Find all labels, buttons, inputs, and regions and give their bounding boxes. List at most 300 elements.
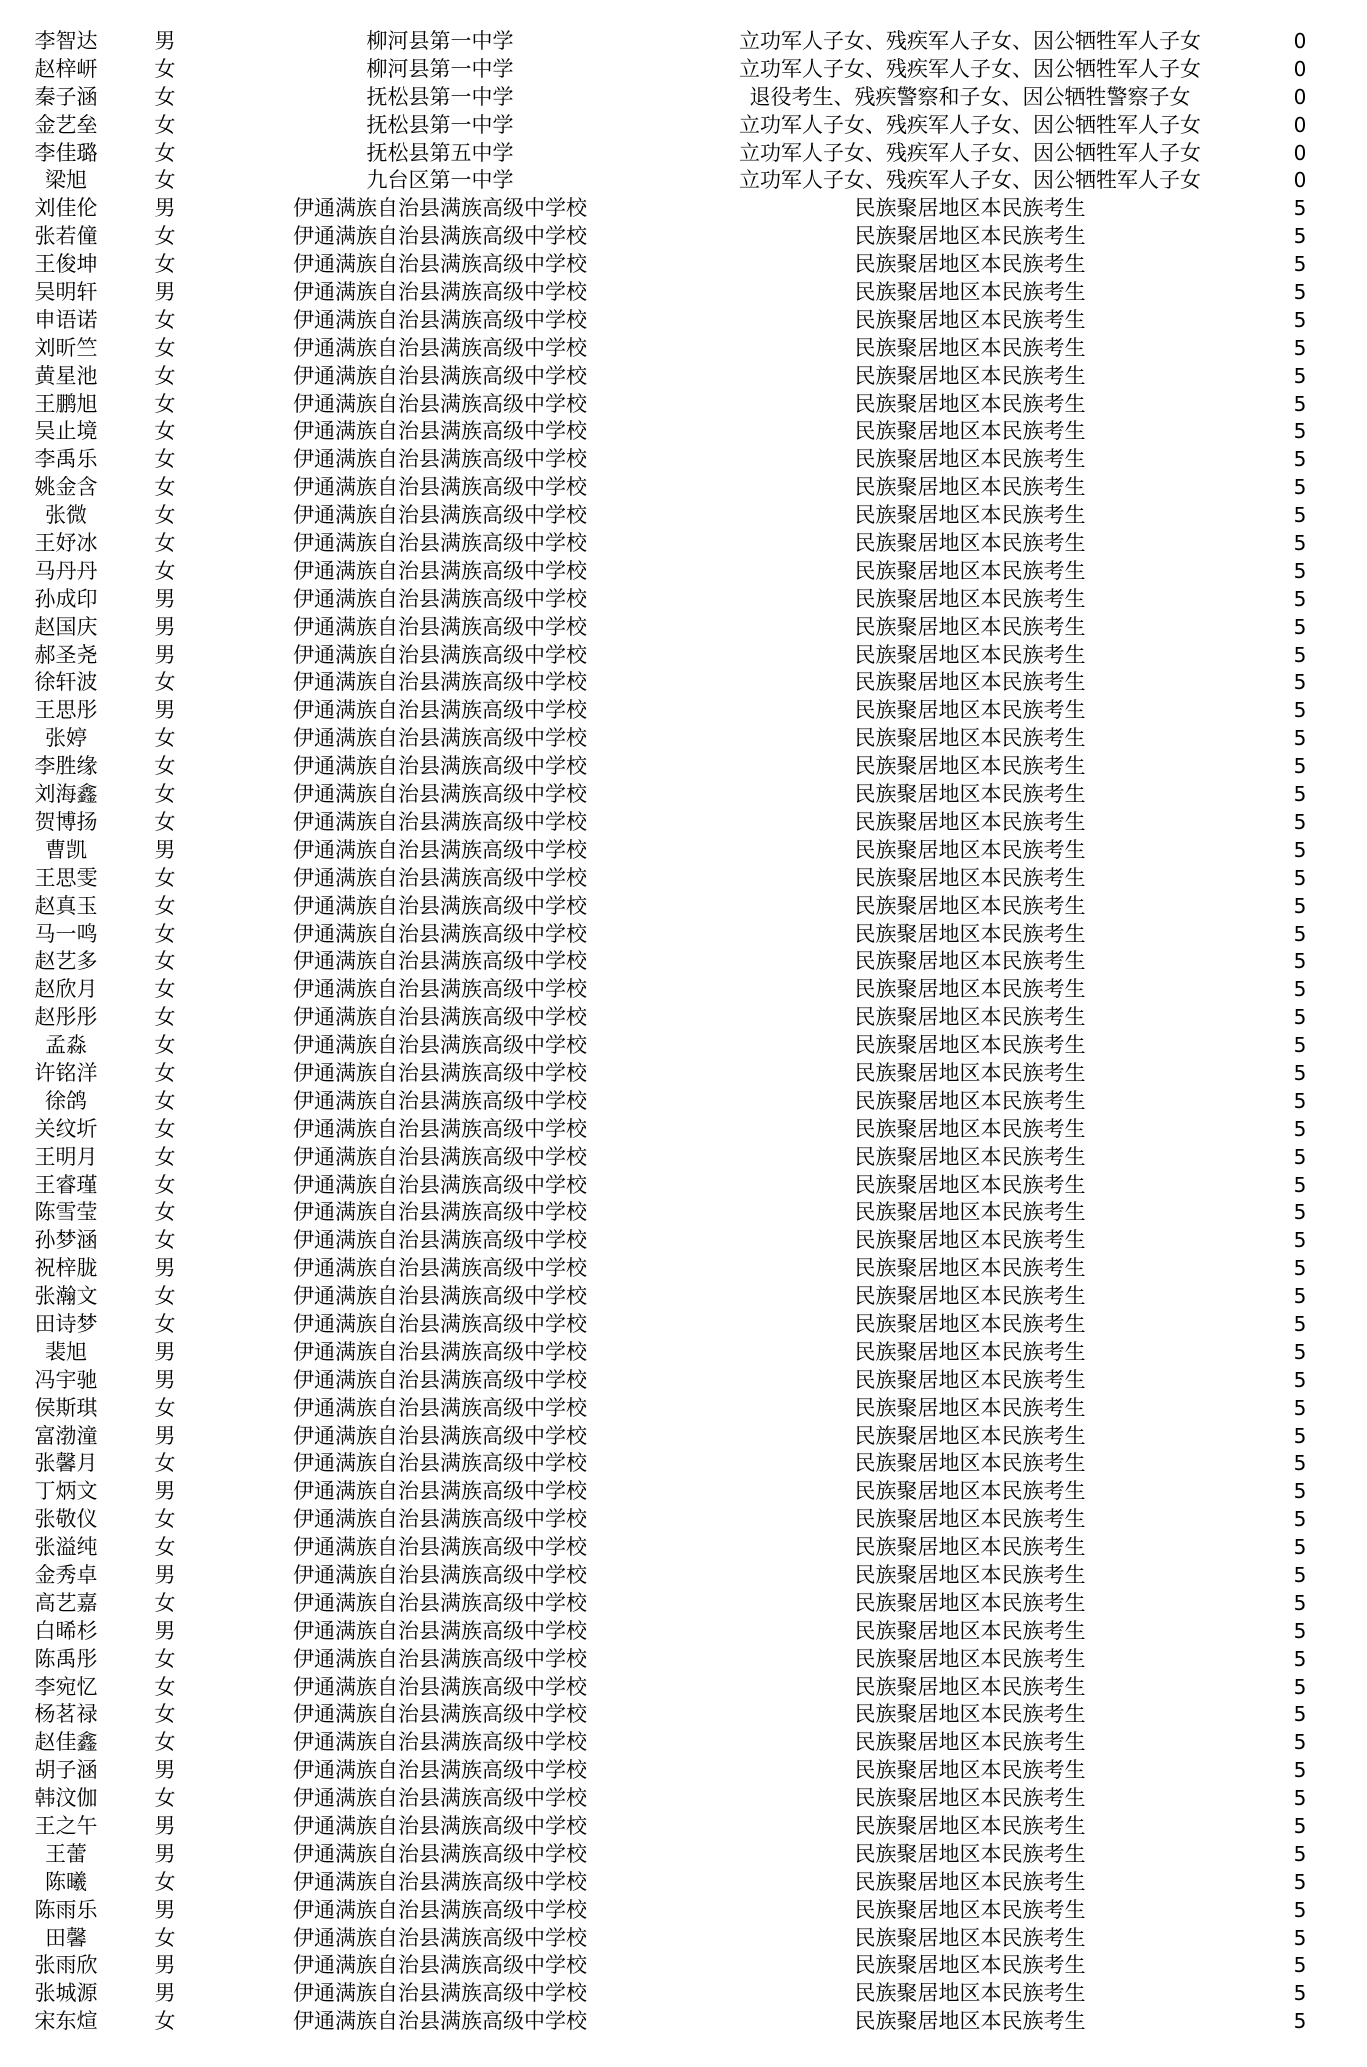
- table-row: [0, 1032, 1367, 1060]
- table-row: [0, 112, 1367, 140]
- table-row: [0, 837, 1367, 865]
- bonus-category: 民族聚居地区本民族考生: [854, 586, 1086, 611]
- school-name: 伊通满族自治县满族高级中学校: [293, 642, 587, 667]
- bonus-score: 5: [1293, 1284, 1307, 1309]
- student-gender: 女: [154, 1730, 176, 1755]
- student-name: 张雨欣: [34, 1953, 98, 1978]
- student-name: 赵欣月: [34, 977, 98, 1002]
- table-row: [0, 1646, 1367, 1674]
- student-name: 赵艺多: [34, 949, 98, 974]
- bonus-category: 民族聚居地区本民族考生: [854, 307, 1086, 332]
- school-name: 伊通满族自治县满族高级中学校: [293, 391, 587, 416]
- student-name: 秦子涵: [34, 84, 98, 109]
- bonus-score: 5: [1293, 809, 1307, 834]
- school-name: 伊通满族自治县满族高级中学校: [293, 419, 587, 444]
- student-gender: 女: [154, 1646, 176, 1671]
- bonus-score: 5: [1293, 1144, 1307, 1169]
- bonus-category: 民族聚居地区本民族考生: [854, 1925, 1086, 1950]
- school-name: 伊通满族自治县满族高级中学校: [293, 1507, 587, 1532]
- table-row: [0, 865, 1367, 893]
- student-name: 马丹丹: [34, 558, 98, 583]
- bonus-score: 5: [1293, 363, 1307, 388]
- bonus-score: 5: [1293, 419, 1307, 444]
- bonus-category: 民族聚居地区本民族考生: [854, 754, 1086, 779]
- table-row: [0, 28, 1367, 56]
- student-gender: 男: [154, 1562, 176, 1587]
- bonus-category: 民族聚居地区本民族考生: [854, 1953, 1086, 1978]
- table-row: [0, 474, 1367, 502]
- bonus-category: 民族聚居地区本民族考生: [854, 1005, 1086, 1030]
- student-gender: 女: [154, 1172, 176, 1197]
- bonus-score: 5: [1293, 1451, 1307, 1476]
- table-row: [0, 781, 1367, 809]
- table-row: [0, 446, 1367, 474]
- bonus-category: 民族聚居地区本民族考生: [854, 363, 1086, 388]
- student-gender: 女: [154, 558, 176, 583]
- student-gender: 男: [154, 1367, 176, 1392]
- table-row: [0, 669, 1367, 697]
- student-name: 孙成印: [34, 586, 98, 611]
- bonus-category: 民族聚居地区本民族考生: [854, 252, 1086, 277]
- student-name: 马一鸣: [34, 921, 98, 946]
- bonus-category: 民族聚居地区本民族考生: [854, 670, 1086, 695]
- table-row: [0, 1339, 1367, 1367]
- table-row: [0, 1562, 1367, 1590]
- student-gender: 女: [154, 1311, 176, 1336]
- bonus-score: 5: [1293, 1423, 1307, 1448]
- student-gender: 男: [154, 1897, 176, 1922]
- student-gender: 男: [154, 837, 176, 862]
- student-gender: 女: [154, 531, 176, 556]
- bonus-score: 5: [1293, 1841, 1307, 1866]
- student-name: 宋东煊: [34, 2009, 98, 2034]
- student-gender: 男: [154, 1479, 176, 1504]
- bonus-category: 民族聚居地区本民族考生: [854, 698, 1086, 723]
- student-name: 富渤潼: [34, 1423, 98, 1448]
- school-name: 柳河县第一中学: [366, 29, 514, 53]
- student-name: 王蕾: [45, 1841, 87, 1866]
- student-gender: 男: [154, 1814, 176, 1838]
- student-gender: 女: [154, 809, 176, 834]
- student-name: 李智达: [34, 29, 98, 53]
- school-name: 伊通满族自治县满族高级中学校: [293, 1674, 587, 1699]
- school-name: 九台区第一中学: [366, 168, 514, 193]
- bonus-score: 5: [1293, 1339, 1307, 1364]
- student-gender: 男: [154, 1953, 176, 1978]
- table-row: [0, 363, 1367, 391]
- table-row: [0, 2008, 1367, 2036]
- table-row: [0, 1813, 1367, 1841]
- bonus-category: 民族聚居地区本民族考生: [854, 809, 1086, 834]
- student-gender: 女: [154, 2009, 176, 2034]
- student-name: 刘海鑫: [34, 782, 98, 807]
- school-name: 伊通满族自治县满族高级中学校: [293, 1228, 587, 1253]
- student-gender: 女: [154, 1451, 176, 1476]
- student-name: 张城源: [34, 1981, 98, 2006]
- school-name: 伊通满族自治县满族高级中学校: [293, 1730, 587, 1755]
- bonus-score: 5: [1293, 224, 1307, 249]
- student-gender: 男: [154, 586, 176, 611]
- student-gender: 男: [154, 642, 176, 667]
- student-gender: 男: [154, 1981, 176, 2006]
- bonus-category: 民族聚居地区本民族考生: [854, 977, 1086, 1002]
- bonus-category: 民族聚居地区本民族考生: [854, 1618, 1086, 1643]
- table-row: [0, 418, 1367, 446]
- table-row: [0, 279, 1367, 307]
- student-name: 郝圣尧: [34, 642, 98, 667]
- student-name: 高艺嘉: [34, 1590, 98, 1615]
- table-row: [0, 1255, 1367, 1283]
- bonus-category: 民族聚居地区本民族考生: [854, 614, 1086, 639]
- bonus-category: 民族聚居地区本民族考生: [854, 2009, 1086, 2034]
- table-row: [0, 140, 1367, 168]
- bonus-category: 立功军人子女、残疾军人子女、因公牺牲军人子女: [739, 29, 1201, 53]
- school-name: 伊通满族自治县满族高级中学校: [293, 586, 587, 611]
- bonus-score: 5: [1293, 1953, 1307, 1978]
- table-row: [0, 1618, 1367, 1646]
- student-name: 刘佳伦: [34, 196, 98, 221]
- student-gender: 女: [154, 1005, 176, 1030]
- bonus-score: 0: [1293, 84, 1307, 109]
- bonus-category: 民族聚居地区本民族考生: [854, 1060, 1086, 1085]
- bonus-score: 5: [1293, 252, 1307, 277]
- bonus-category: 民族聚居地区本民族考生: [854, 1981, 1086, 2006]
- student-name: 许铭洋: [34, 1060, 98, 1085]
- student-name: 陈禹彤: [34, 1646, 98, 1671]
- school-name: 伊通满族自治县满族高级中学校: [293, 614, 587, 639]
- bonus-score: 5: [1293, 865, 1307, 890]
- school-name: 伊通满族自治县满族高级中学校: [293, 1814, 587, 1838]
- table-row: [0, 614, 1367, 642]
- bonus-category: 民族聚居地区本民族考生: [854, 1311, 1086, 1336]
- table-row: [0, 1980, 1367, 2008]
- student-gender: 女: [154, 140, 176, 165]
- bonus-score: 5: [1293, 1200, 1307, 1225]
- bonus-category: 立功军人子女、残疾军人子女、因公牺牲军人子女: [739, 168, 1201, 193]
- student-gender: 男: [154, 1256, 176, 1281]
- bonus-category: 民族聚居地区本民族考生: [854, 1702, 1086, 1727]
- bonus-score: 5: [1293, 1590, 1307, 1615]
- school-name: 伊通满族自治县满族高级中学校: [293, 1060, 587, 1085]
- bonus-score: 0: [1293, 56, 1307, 81]
- student-gender: 男: [154, 1423, 176, 1448]
- student-gender: 男: [154, 1339, 176, 1364]
- school-name: 抚松县第五中学: [366, 140, 514, 165]
- student-gender: 女: [154, 84, 176, 109]
- bonus-category: 民族聚居地区本民族考生: [854, 837, 1086, 862]
- student-gender: 女: [154, 1228, 176, 1253]
- table-row: [0, 1060, 1367, 1088]
- school-name: 伊通满族自治县满族高级中学校: [293, 558, 587, 583]
- student-name: 李胜缘: [34, 754, 98, 779]
- school-name: 伊通满族自治县满族高级中学校: [293, 865, 587, 890]
- table-row: [0, 1367, 1367, 1395]
- school-name: 伊通满族自治县满族高级中学校: [293, 2009, 587, 2034]
- student-gender: 女: [154, 1116, 176, 1141]
- student-gender: 女: [154, 670, 176, 695]
- school-name: 伊通满族自治县满族高级中学校: [293, 196, 587, 221]
- bonus-score: 5: [1293, 670, 1307, 695]
- student-name: 孙梦涵: [34, 1228, 98, 1253]
- school-name: 柳河县第一中学: [366, 56, 514, 81]
- student-gender: 女: [154, 1144, 176, 1169]
- bonus-score: 5: [1293, 977, 1307, 1002]
- bonus-category: 民族聚居地区本民族考生: [854, 1339, 1086, 1364]
- bonus-score: 5: [1293, 475, 1307, 500]
- table-row: [0, 84, 1367, 112]
- bonus-score: 5: [1293, 1618, 1307, 1643]
- bonus-category: 民族聚居地区本民族考生: [854, 1228, 1086, 1253]
- student-name: 李宛忆: [34, 1674, 98, 1699]
- bonus-category: 民族聚居地区本民族考生: [854, 558, 1086, 583]
- bonus-score: 5: [1293, 614, 1307, 639]
- school-name: 伊通满族自治县满族高级中学校: [293, 224, 587, 249]
- student-gender: 女: [154, 1674, 176, 1699]
- school-name: 抚松县第一中学: [366, 84, 514, 109]
- bonus-score: 0: [1293, 140, 1307, 165]
- school-name: 伊通满族自治县满族高级中学校: [293, 475, 587, 500]
- bonus-score: 5: [1293, 503, 1307, 528]
- student-gender: 女: [154, 1284, 176, 1309]
- table-row: [0, 1897, 1367, 1925]
- student-name: 张微: [45, 503, 87, 528]
- bonus-category: 民族聚居地区本民族考生: [854, 1758, 1086, 1783]
- school-name: 伊通满族自治县满族高级中学校: [293, 1423, 587, 1448]
- bonus-score: 5: [1293, 447, 1307, 472]
- student-name: 姚金含: [34, 475, 98, 500]
- table-row: [0, 586, 1367, 614]
- bonus-score: 5: [1293, 698, 1307, 723]
- student-gender: 男: [154, 698, 176, 723]
- bonus-score: 5: [1293, 1897, 1307, 1922]
- student-gender: 男: [154, 280, 176, 305]
- student-name: 王思彤: [34, 698, 98, 723]
- bonus-score: 5: [1293, 754, 1307, 779]
- bonus-score: 5: [1293, 1060, 1307, 1085]
- bonus-category: 民族聚居地区本民族考生: [854, 1646, 1086, 1671]
- bonus-category: 民族聚居地区本民族考生: [854, 1841, 1086, 1866]
- school-name: 伊通满族自治县满族高级中学校: [293, 837, 587, 862]
- bonus-category: 立功军人子女、残疾军人子女、因公牺牲军人子女: [739, 140, 1201, 165]
- bonus-score: 5: [1293, 1228, 1307, 1253]
- student-name: 陈曦: [45, 1869, 87, 1894]
- table-row: [0, 251, 1367, 279]
- school-name: 伊通满族自治县满族高级中学校: [293, 949, 587, 974]
- student-name: 贺博扬: [34, 809, 98, 834]
- bonus-category: 民族聚居地区本民族考生: [854, 1507, 1086, 1532]
- student-gender: 女: [154, 224, 176, 249]
- bonus-category: 民族聚居地区本民族考生: [854, 1730, 1086, 1755]
- table-row: [0, 1478, 1367, 1506]
- student-gender: 女: [154, 754, 176, 779]
- bonus-score: 5: [1293, 1730, 1307, 1755]
- bonus-category: 民族聚居地区本民族考生: [854, 1367, 1086, 1392]
- school-name: 伊通满族自治县满族高级中学校: [293, 1702, 587, 1727]
- bonus-category: 民族聚居地区本民族考生: [854, 1897, 1086, 1922]
- student-gender: 女: [154, 1060, 176, 1085]
- bonus-score: 5: [1293, 391, 1307, 416]
- bonus-score: 5: [1293, 1033, 1307, 1058]
- student-gender: 女: [154, 447, 176, 472]
- student-name: 胡子涵: [34, 1758, 98, 1783]
- student-gender: 男: [154, 1841, 176, 1866]
- student-gender: 女: [154, 419, 176, 444]
- bonus-category: 民族聚居地区本民族考生: [854, 503, 1086, 528]
- school-name: 伊通满族自治县满族高级中学校: [293, 1339, 587, 1364]
- student-gender: 女: [154, 503, 176, 528]
- bonus-score: 5: [1293, 949, 1307, 974]
- bonus-score: 5: [1293, 531, 1307, 556]
- student-gender: 女: [154, 168, 176, 193]
- table-row: [0, 642, 1367, 670]
- table-row: [0, 1172, 1367, 1200]
- bonus-category: 民族聚居地区本民族考生: [854, 1451, 1086, 1476]
- bonus-category: 民族聚居地区本民族考生: [854, 447, 1086, 472]
- table-row: [0, 1227, 1367, 1255]
- student-name: 张溢纯: [34, 1535, 98, 1560]
- student-gender: 女: [154, 1535, 176, 1560]
- table-row: [0, 1757, 1367, 1785]
- bonus-score: 5: [1293, 1088, 1307, 1113]
- table-row: [0, 530, 1367, 558]
- table-row: [0, 921, 1367, 949]
- bonus-category: 民族聚居地区本民族考生: [854, 1814, 1086, 1838]
- school-name: 伊通满族自治县满族高级中学校: [293, 1869, 587, 1894]
- bonus-category: 民族聚居地区本民族考生: [854, 1786, 1086, 1811]
- table-row: [0, 1144, 1367, 1172]
- bonus-category: 民族聚居地区本民族考生: [854, 1116, 1086, 1141]
- table-row: [0, 948, 1367, 976]
- student-gender: 女: [154, 307, 176, 332]
- student-gender: 女: [154, 475, 176, 500]
- student-name: 祝梓胧: [34, 1256, 98, 1281]
- school-name: 伊通满族自治县满族高级中学校: [293, 1172, 587, 1197]
- table-row: [0, 1116, 1367, 1144]
- student-name: 李佳璐: [34, 140, 98, 165]
- bonus-score: 5: [1293, 335, 1307, 360]
- school-name: 伊通满族自治县满族高级中学校: [293, 1116, 587, 1141]
- bonus-score: 5: [1293, 1116, 1307, 1141]
- student-name: 裴旭: [45, 1339, 87, 1364]
- school-name: 伊通满族自治县满族高级中学校: [293, 1451, 587, 1476]
- bonus-score: 5: [1293, 196, 1307, 221]
- table-row: [0, 1311, 1367, 1339]
- school-name: 伊通满族自治县满族高级中学校: [293, 809, 587, 834]
- school-name: 伊通满族自治县满族高级中学校: [293, 754, 587, 779]
- student-name: 张瀚文: [34, 1284, 98, 1309]
- school-name: 伊通满族自治县满族高级中学校: [293, 307, 587, 332]
- student-gender: 男: [154, 1758, 176, 1783]
- bonus-category: 民族聚居地区本民族考生: [854, 531, 1086, 556]
- student-gender: 女: [154, 782, 176, 807]
- student-gender: 女: [154, 1925, 176, 1950]
- student-gender: 女: [154, 1590, 176, 1615]
- student-name: 徐鸽: [45, 1088, 87, 1113]
- school-name: 伊通满族自治县满族高级中学校: [293, 335, 587, 360]
- student-gender: 女: [154, 252, 176, 277]
- table-row: [0, 1506, 1367, 1534]
- bonus-score: 5: [1293, 782, 1307, 807]
- bonus-score: 5: [1293, 1981, 1307, 2006]
- table-row: [0, 753, 1367, 781]
- school-name: 伊通满族自治县满族高级中学校: [293, 447, 587, 472]
- bonus-score: 5: [1293, 1925, 1307, 1950]
- table-row: [0, 1841, 1367, 1869]
- student-gender: 女: [154, 391, 176, 416]
- bonus-score: 0: [1293, 168, 1307, 193]
- table-row: [0, 307, 1367, 335]
- school-name: 伊通满族自治县满族高级中学校: [293, 670, 587, 695]
- bonus-category: 民族聚居地区本民族考生: [854, 335, 1086, 360]
- bonus-category: 民族聚居地区本民族考生: [854, 1395, 1086, 1420]
- bonus-score: 5: [1293, 1702, 1307, 1727]
- school-name: 伊通满族自治县满族高级中学校: [293, 977, 587, 1002]
- student-name: 刘昕竺: [34, 335, 98, 360]
- bonus-category: 民族聚居地区本民族考生: [854, 1144, 1086, 1169]
- student-name: 韩汶伽: [34, 1786, 98, 1811]
- student-name: 王明月: [34, 1144, 98, 1169]
- student-name: 金艺垒: [34, 112, 98, 137]
- table-row: [0, 809, 1367, 837]
- bonus-category: 民族聚居地区本民族考生: [854, 921, 1086, 946]
- student-name: 曹凯: [45, 837, 87, 862]
- school-name: 伊通满族自治县满族高级中学校: [293, 1311, 587, 1336]
- table-row: [0, 1423, 1367, 1451]
- bonus-category: 民族聚居地区本民族考生: [854, 1479, 1086, 1504]
- bonus-category: 民族聚居地区本民族考生: [854, 1200, 1086, 1225]
- bonus-score: 5: [1293, 1479, 1307, 1504]
- bonus-score: 5: [1293, 837, 1307, 862]
- school-name: 伊通满族自治县满族高级中学校: [293, 1367, 587, 1392]
- bonus-score: 5: [1293, 1256, 1307, 1281]
- school-name: 伊通满族自治县满族高级中学校: [293, 1897, 587, 1922]
- student-gender: 男: [154, 1618, 176, 1643]
- school-name: 伊通满族自治县满族高级中学校: [293, 1590, 587, 1615]
- bonus-score: 5: [1293, 1507, 1307, 1532]
- table-row: [0, 976, 1367, 1004]
- student-name: 王思雯: [34, 865, 98, 890]
- student-list: [0, 28, 1367, 2036]
- school-name: 伊通满族自治县满族高级中学校: [293, 1033, 587, 1058]
- student-name: 张婷: [45, 726, 87, 751]
- school-name: 伊通满族自治县满族高级中学校: [293, 1535, 587, 1560]
- student-name: 陈雨乐: [34, 1897, 98, 1922]
- bonus-category: 退役考生、残疾警察和子女、因公牺牲警察子女: [749, 84, 1191, 109]
- bonus-category: 民族聚居地区本民族考生: [854, 419, 1086, 444]
- student-gender: 女: [154, 726, 176, 751]
- bonus-category: 民族聚居地区本民族考生: [854, 1869, 1086, 1894]
- school-name: 伊通满族自治县满族高级中学校: [293, 1646, 587, 1671]
- table-row: [0, 1785, 1367, 1813]
- bonus-score: 0: [1293, 112, 1307, 137]
- bonus-score: 5: [1293, 1367, 1307, 1392]
- bonus-category: 立功军人子女、残疾军人子女、因公牺牲军人子女: [739, 56, 1201, 81]
- bonus-score: 5: [1293, 1869, 1307, 1894]
- bonus-category: 民族聚居地区本民族考生: [854, 1674, 1086, 1699]
- bonus-category: 民族聚居地区本民族考生: [854, 196, 1086, 221]
- bonus-score: 5: [1293, 726, 1307, 751]
- table-row: [0, 391, 1367, 419]
- student-gender: 女: [154, 335, 176, 360]
- table-row: [0, 223, 1367, 251]
- student-name: 孟淼: [45, 1033, 87, 1058]
- student-name: 黄星池: [34, 363, 98, 388]
- table-row: [0, 697, 1367, 725]
- school-name: 伊通满族自治县满族高级中学校: [293, 280, 587, 305]
- school-name: 伊通满族自治县满族高级中学校: [293, 1758, 587, 1783]
- student-gender: 女: [154, 1869, 176, 1894]
- school-name: 伊通满族自治县满族高级中学校: [293, 1144, 587, 1169]
